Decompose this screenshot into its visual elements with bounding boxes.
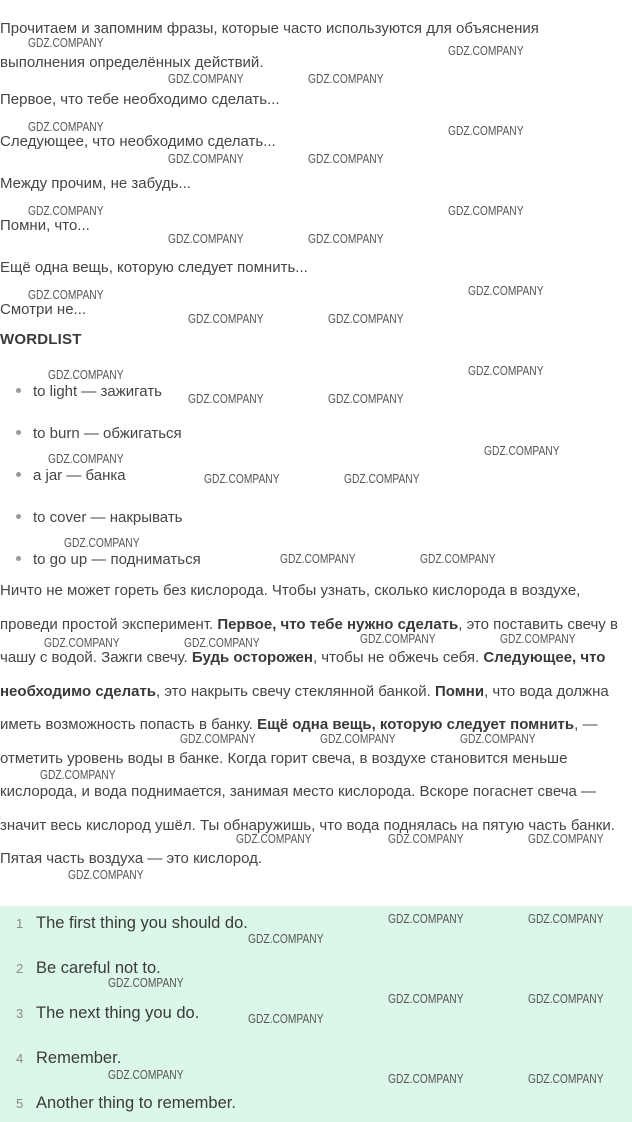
answer-row xyxy=(16,914,248,933)
watermark-stamp: GDZ.COMPANY xyxy=(388,992,464,1006)
wordlist-item-text: to burn — обжигаться xyxy=(33,425,182,442)
watermark-stamp: GDZ.COMPANY xyxy=(448,204,524,218)
answer-number: 4 xyxy=(16,1051,24,1066)
watermark-stamp: GDZ.COMPANY xyxy=(528,832,604,846)
watermark-stamp: GDZ.COMPANY xyxy=(184,636,260,650)
watermark-stamp: GDZ.COMPANY xyxy=(188,392,264,406)
watermark-stamp: GDZ.COMPANY xyxy=(468,284,544,298)
watermark-stamp: GDZ.COMPANY xyxy=(28,204,104,218)
intro-text: Прочитаем и запомним фразы, которые часто используются для объяснения выполнения определённых действий. xyxy=(0,20,539,71)
watermark-stamp: GDZ.COMPANY xyxy=(64,536,140,550)
watermark-stamp: GDZ.COMPANY xyxy=(204,472,280,486)
story-highlight: Ещё одна вещь, которую следует помнить xyxy=(257,716,575,733)
phrase-1: Первое, что тебе необходимо сделать... xyxy=(0,91,280,108)
wordlist-item-text: to light — зажигать xyxy=(33,383,163,400)
watermark-stamp: GDZ.COMPANY xyxy=(468,364,544,378)
watermark-stamp: GDZ.COMPANY xyxy=(28,288,104,302)
answer-number: 2 xyxy=(16,961,24,976)
watermark-stamp: GDZ.COMPANY xyxy=(328,312,404,326)
watermark-stamp: GDZ.COMPANY xyxy=(528,912,604,926)
watermark-stamp: GDZ.COMPANY xyxy=(308,232,384,246)
wordlist-item-text: a jar — банка xyxy=(33,467,126,484)
watermark-stamp: GDZ.COMPANY xyxy=(280,552,356,566)
story-highlight: Первое, что тебе нужно сделать xyxy=(217,615,459,633)
watermark-stamp: GDZ.COMPANY xyxy=(28,120,104,134)
story-segment: , это накрыть свечу стеклянной банкой. xyxy=(156,682,435,700)
phrase-3: Между прочим, не забудь... xyxy=(0,175,191,192)
watermark-stamp: GDZ.COMPANY xyxy=(180,732,256,746)
story-text xyxy=(0,574,628,876)
watermark-stamp: GDZ.COMPANY xyxy=(188,312,264,326)
watermark-stamp: GDZ.COMPANY xyxy=(28,36,104,50)
story-highlight: Следующее, что необходимо сделать xyxy=(0,649,606,700)
story-segment: , — отметить уровень воды в банке. Когда горит свеча, в воздухе становится меньше кислорода, и вода поднимается, занимая место кислорода. Вскоре погаснет свеча — значит весь кислород ушёл. Ты обнаружишь, что вода поднялась на пятую часть банки. Пятая часть воздуха — это кислород. xyxy=(0,716,615,867)
watermark-stamp: GDZ.COMPANY xyxy=(108,1068,184,1082)
story-segment: , что вода должна иметь возможность попасть в банку. xyxy=(0,682,609,733)
wordlist-item xyxy=(16,466,126,486)
story-segment: , это поставить свечу в чашу с водой. Зажги свечу. xyxy=(0,615,618,666)
story-segment: , чтобы не обжечь себя. xyxy=(312,649,484,666)
wordlist-item xyxy=(16,550,201,570)
answer-number: 5 xyxy=(16,1096,24,1111)
phrase-6: Смотри не... xyxy=(0,301,87,318)
answer-number: 3 xyxy=(16,1006,24,1021)
watermark-stamp: GDZ.COMPANY xyxy=(108,976,184,990)
bullet-icon xyxy=(16,430,21,435)
watermark-stamp: GDZ.COMPANY xyxy=(528,1072,604,1086)
watermark-stamp: GDZ.COMPANY xyxy=(308,152,384,166)
watermark-stamp: GDZ.COMPANY xyxy=(48,452,124,466)
phrase-4: Помни, что... xyxy=(0,217,90,234)
wordlist-item-text: to go up — подниматься xyxy=(33,551,201,568)
answer-text: Another thing to remember. xyxy=(36,1094,236,1112)
answer-text: Remember. xyxy=(36,1049,122,1067)
answer-number: 1 xyxy=(16,916,24,931)
bullet-icon xyxy=(16,514,21,519)
answer-row xyxy=(16,1094,236,1113)
answer-row xyxy=(16,959,161,978)
watermark-stamp: GDZ.COMPANY xyxy=(168,72,244,86)
watermark-stamp: GDZ.COMPANY xyxy=(360,632,436,646)
watermark-stamp: GDZ.COMPANY xyxy=(500,632,576,646)
watermark-stamp: GDZ.COMPANY xyxy=(40,768,116,782)
wordlist-item xyxy=(16,508,183,528)
story-highlight: Помни xyxy=(434,682,485,700)
watermark-stamp: GDZ.COMPANY xyxy=(320,732,396,746)
watermark-stamp: GDZ.COMPANY xyxy=(388,1072,464,1086)
watermark-stamp: GDZ.COMPANY xyxy=(236,832,312,846)
story-highlight: Будь осторожен xyxy=(191,649,313,666)
watermark-stamp: GDZ.COMPANY xyxy=(388,912,464,926)
watermark-stamp: GDZ.COMPANY xyxy=(388,832,464,846)
answer-text: Be careful not to. xyxy=(36,959,161,977)
wordlist-item xyxy=(16,382,162,402)
bullet-icon xyxy=(16,556,21,561)
answer-text: The first thing you should do. xyxy=(36,914,248,932)
wordlist-heading: WORDLIST xyxy=(0,331,82,348)
watermark-stamp: GDZ.COMPANY xyxy=(44,636,120,650)
watermark-stamp: GDZ.COMPANY xyxy=(448,124,524,138)
bullet-icon xyxy=(16,388,21,393)
answer-row xyxy=(16,1049,121,1068)
watermark-stamp: GDZ.COMPANY xyxy=(448,44,524,58)
watermark-stamp: GDZ.COMPANY xyxy=(308,72,384,86)
watermark-stamp: GDZ.COMPANY xyxy=(248,1012,324,1026)
watermark-stamp: GDZ.COMPANY xyxy=(528,992,604,1006)
answer-row xyxy=(16,1004,199,1023)
bullet-icon xyxy=(16,472,21,477)
wordlist-item xyxy=(16,424,182,444)
phrase-5: Ещё одна вещь, которую следует помнить... xyxy=(0,259,308,276)
watermark-stamp: GDZ.COMPANY xyxy=(420,552,496,566)
watermark-stamp: GDZ.COMPANY xyxy=(328,392,404,406)
watermark-stamp: GDZ.COMPANY xyxy=(344,472,420,486)
watermark-stamp: GDZ.COMPANY xyxy=(484,444,560,458)
phrase-2: Следующее, что необходимо сделать... xyxy=(0,133,276,150)
watermark-stamp: GDZ.COMPANY xyxy=(460,732,536,746)
story-segment: Ничто не может гореть без кислорода. Чтобы узнать, сколько кислорода в воздухе, проведи простой эксперимент. xyxy=(0,582,581,633)
wordlist-item-text: to cover — накрывать xyxy=(33,509,183,526)
watermark-stamp: GDZ.COMPANY xyxy=(168,152,244,166)
watermark-stamp: GDZ.COMPANY xyxy=(168,232,244,246)
answers-panel xyxy=(0,906,632,1122)
watermark-stamp: GDZ.COMPANY xyxy=(68,868,144,882)
answer-text: The next thing you do. xyxy=(36,1004,200,1022)
watermark-stamp: GDZ.COMPANY xyxy=(48,368,124,382)
watermark-stamp: GDZ.COMPANY xyxy=(248,932,324,946)
